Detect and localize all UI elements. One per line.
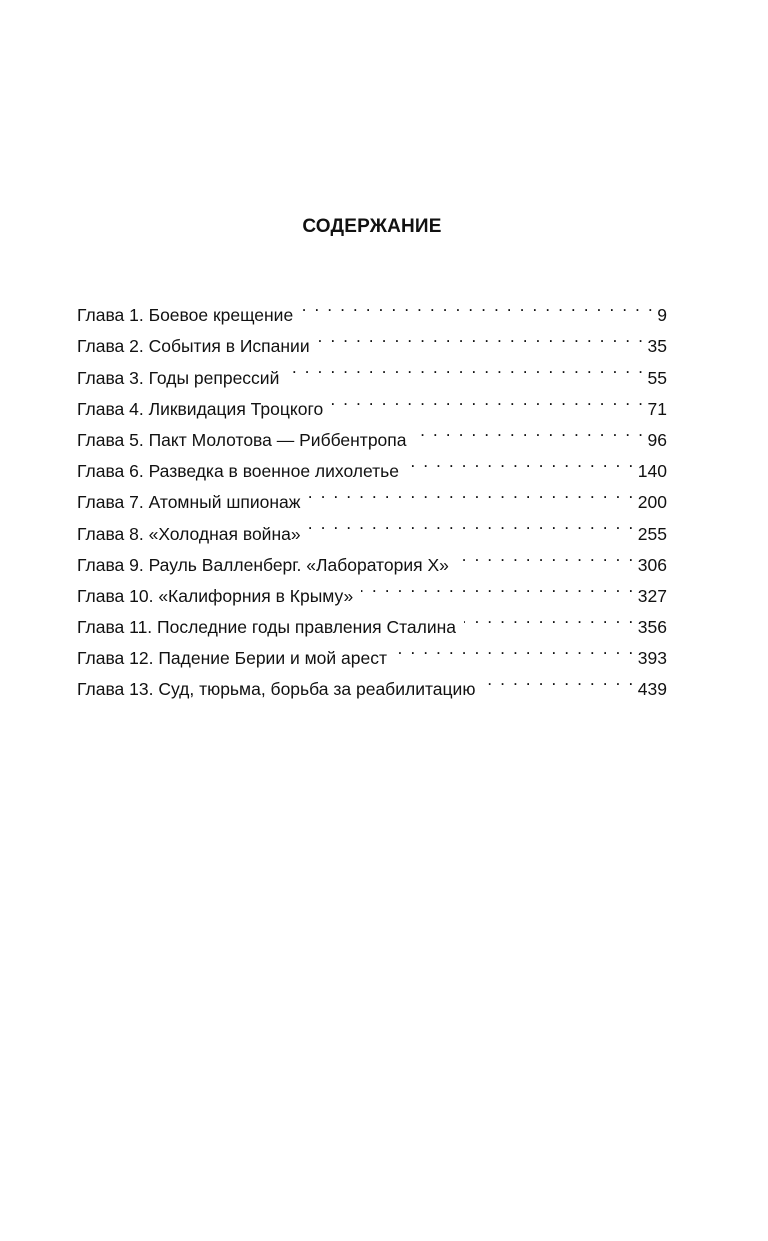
toc-page-number: 306 [637, 554, 667, 575]
toc-entry-label: Глава 4. Ликвидация Троцкого [77, 398, 324, 419]
toc-entry-label: Глава 10. «Калифорния в Крыму» [77, 585, 354, 606]
toc-page-number: 96 [647, 429, 667, 450]
toc-page-number: 393 [637, 648, 667, 669]
toc-entry-label: Глава 8. «Холодная война» [77, 523, 301, 544]
toc-page-number: 439 [637, 679, 667, 700]
dot-leader [318, 321, 645, 352]
toc-entry-label: Глава 9. Рауль Валленберг. «Лаборатория Х» [77, 554, 449, 575]
toc-entry-label: Глава 11. Последние годы правления Сталина [77, 617, 457, 638]
dot-leader [407, 446, 635, 477]
toc-page-number: 35 [647, 336, 667, 357]
table-of-contents [77, 290, 667, 700]
toc-page-number: 327 [637, 585, 667, 606]
toc-page-number: 200 [637, 492, 667, 513]
dot-leader [308, 477, 634, 508]
dot-leader [395, 633, 635, 664]
toc-entry-label: Глава 2. События в Испании [77, 336, 310, 357]
toc-page-number: 55 [647, 367, 667, 388]
toc-page-number: 255 [637, 523, 667, 544]
dot-leader [483, 664, 634, 695]
dot-leader [301, 290, 654, 321]
dot-leader [464, 602, 635, 633]
page-title: СОДЕРЖАНИЕ [302, 216, 442, 237]
toc-entry-label: Глава 12. Падение Берии и мой арест [77, 648, 387, 669]
toc-entry-label: Глава 5. Пакт Молотова — Риббентропа [77, 429, 407, 450]
dot-leader [457, 540, 635, 571]
dot-leader [331, 384, 644, 415]
toc-page-number: 9 [657, 305, 667, 326]
toc-page-number: 356 [637, 617, 667, 638]
toc-entry-label: Глава 3. Годы репрессий [77, 367, 280, 388]
toc-page-number: 71 [647, 398, 667, 419]
toc-entry-label: Глава 1. Боевое крещение [77, 305, 294, 326]
dot-leader [415, 415, 645, 446]
toc-entry-label: Глава 7. Атомный шпионаж [77, 492, 301, 513]
dot-leader [361, 571, 635, 602]
toc-entry-label: Глава 6. Разведка в военное лихолетье [77, 461, 400, 482]
dot-leader [287, 352, 644, 383]
dot-leader [309, 508, 635, 539]
toc-entry-label: Глава 13. Суд, тюрьма, борьба за реабилитацию [77, 679, 476, 700]
toc-row [77, 290, 667, 326]
toc-page-number: 140 [637, 461, 667, 482]
